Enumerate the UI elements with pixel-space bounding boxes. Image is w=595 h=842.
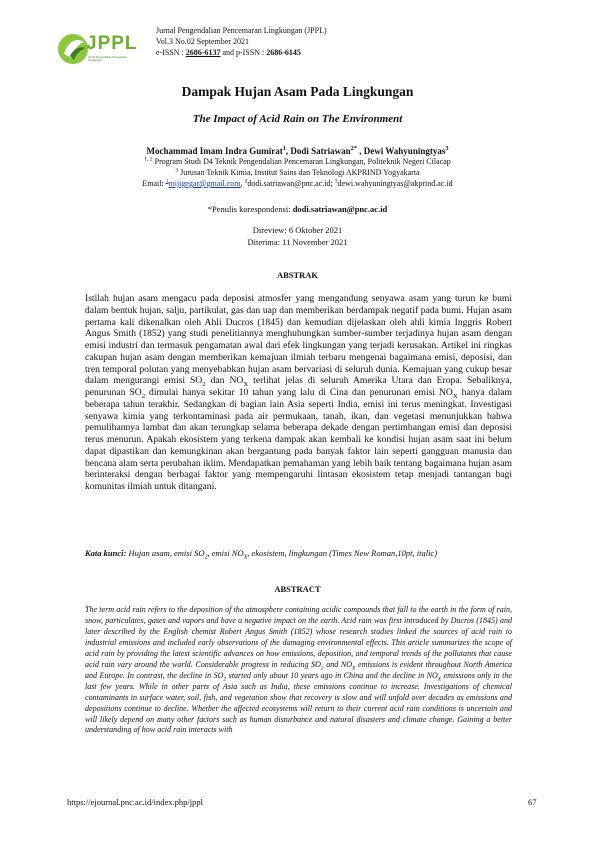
correspondence: *Penulis korespondensi: dodi.satriawan@pnc.ac.id <box>207 204 388 214</box>
keywords: Kata kunci: Hujan asam, emisi $SO_2$, emisi $NO_X$, ekosistem, lingkungan (Times New Roman,10pt, italic) <box>85 548 438 561</box>
journal-logo <box>56 32 140 66</box>
footer-url[interactable]: https://ejournal.pnc.ac.id/index.php/jppl <box>67 797 203 807</box>
date-reviewed: Direview: 6 Oktober 2021 <box>252 225 343 235</box>
abstrak-body: Istilah hujan asam mengacu pada deposisi atmosfer yang mengandung senyawa asam yang turun ke bumi dalam bentuk hujan, salju, partikulat, gas dan uap dan memberikan berdampak negatif pada bumi. Hujan asam pertama kali dikenalkan oleh Ahli Ducros (1845) dan kemudian dijelaskan oleh ahli kimia Inggris Robert Angus Smith (1852) yang studi penelitiannya menghubungkan sumber-sumber terjadinya hujan asam dengan emisi industri dan termasuk pengamatan awal dari efek lingkungan yang terjadi kerusakan. Artikel ini ringkas cakupan hujan asam dengan memberikan kemajuan ilmiah terbaru mengenai bagaimana emisi, deposisi, dan tren temporal polutan yang menyebabkan hujan asam bervariasi di seluruh dunia. Kemajuan yang cukup besar dalam mengurangi emisi $SO_2$ dan $NO_X$ terlihat jelas di seluruh Amerika Utara dan Eropa. Sebaliknya, penurunan $SO_2$ dimulai hanya sekitar 10 tahun yang lalu di Cina dan penurunan emisi $NO_X$ hanya dalam beberapa tahun terakhir. Sedangkan di bagian lain Asia seperti India, emisi ini terus meningkat. Investigasi senyawa kimia yang terkontaminasi pada air permukaan, tanah, ikan, dan vegetasi menunjukkan bahwa pemulihannya lambat dan akan terungkap selama beberapa dekade dengan pertimbangan emisi dan deposisi terus menurun. Apakah ekosistem yang terkena dampak akan kembali ke kondisi hujan asam saat ini belum dapat dipastikan dan kemungkinan akan bergantung pada banyak faktor lain seperti gangguan manusia dan bencana alam serta perubahan iklim. Mendapatkan pemahaman yang lebih baik tentang bagaimana hujan asam berinteraksi dengan berbagai faktor yang mempengaruhi lintasan ekosistem tetap menjadi tantangan bagi komunitas ilmiah untuk ditangani. <box>85 293 512 492</box>
abstract-body: The term acid rain refers to the deposition of the atmosphere containing acidic compounds that fall to the earth in the form of rain, snow, particulates, gases and vapors and have a negative impact on the earth. Acid rain was first introduced by Ducros (1845) and later described by the English chemist Robert Angus Smith (1852) whose research studies linked the sources of acid rain to industrial emissions and included early observations of the damaging environmental effects. This article summarizes the scope of acid rain by providing the latest scientific advances on how emissions, deposition, and temporal trends of the pollutants that cause acid rain vary around the world. Considerable progress in reducing $SO_2$ and $NO_X$ emissions is evident throughout North America and Europe. In contrast, the decline in $SO_2$ started only about 10 years ago in China and the decline in $NO_X$ emissions only in the last few years. While in other parts of Asia such as India, these emissions continue to increase. Investigations of chemical contaminants in surface water, soil, fish, and vegetation show that recovery is slow and will unfold over decades as emissions and depositions continue to decline. Whether the affected ecosystems will return to their current acid rain conditions is uncertain and will likely depend on many other factors such as human disturbance and natural disasters and climate change. Gaining a better understanding of how acid rain interacts with <box>85 605 512 735</box>
logo-subtitle: Jurnal Pengendalian Pencemaran Lingkungan <box>88 56 128 62</box>
logo-text: JPPL <box>86 33 138 54</box>
email-2: dodi.satriawan@pnc.ac.id <box>247 179 331 188</box>
pissn: 2686-6145 <box>266 48 301 57</box>
email-line: Email: $^1$mijigegar@gmail.com, $^2$dodi.satriawan@pnc.ac.id; $^3$dewi.wahyuningtyas@akprind.ac.id <box>142 178 453 188</box>
paper-title: Dampak Hujan Asam Pada Lingkungan <box>181 84 414 99</box>
abstract-heading: ABSTRACT <box>274 584 321 594</box>
affiliation-2: $^3$ Jurusan Teknik Kimia, Institut Sains dan Teknologi AKPRIND Yogyakarta <box>175 167 420 177</box>
issn-line: e-ISSN : 2686-6137 and p-ISSN : 2686-6145 <box>156 48 301 57</box>
journal-name: Jurnal Pengendalian Pencemaran Lingkungan (JPPL) <box>156 26 327 35</box>
authors: Mochammad Imam Indra Gumirat$^1$, Dodi Satriawan$^{2*}$ , Dewi Wahyuningtyas$^3$ <box>146 145 449 156</box>
abstrak-heading: ABSTRAK <box>276 270 319 280</box>
email-3: dewi.wahyuningtyas@akprind.ac.id <box>337 179 453 188</box>
affiliation-1: $^{1, 2}$ Program Studi D4 Teknik Pengendalian Pencemaran Lingkungan, Politeknik Negeri Cilacap <box>144 156 451 166</box>
eissn[interactable]: 2686-6137 <box>185 48 221 57</box>
paper-title-en: The Impact of Acid Rain on The Environment <box>192 113 403 125</box>
page-number: 67 <box>528 797 537 807</box>
journal-volume: Vol.3 No.02 September 2021 <box>156 37 249 46</box>
email-link-1[interactable]: mijigegar@gmail.com <box>168 179 241 188</box>
date-accepted: Diterima: 11 November 2021 <box>247 237 348 247</box>
